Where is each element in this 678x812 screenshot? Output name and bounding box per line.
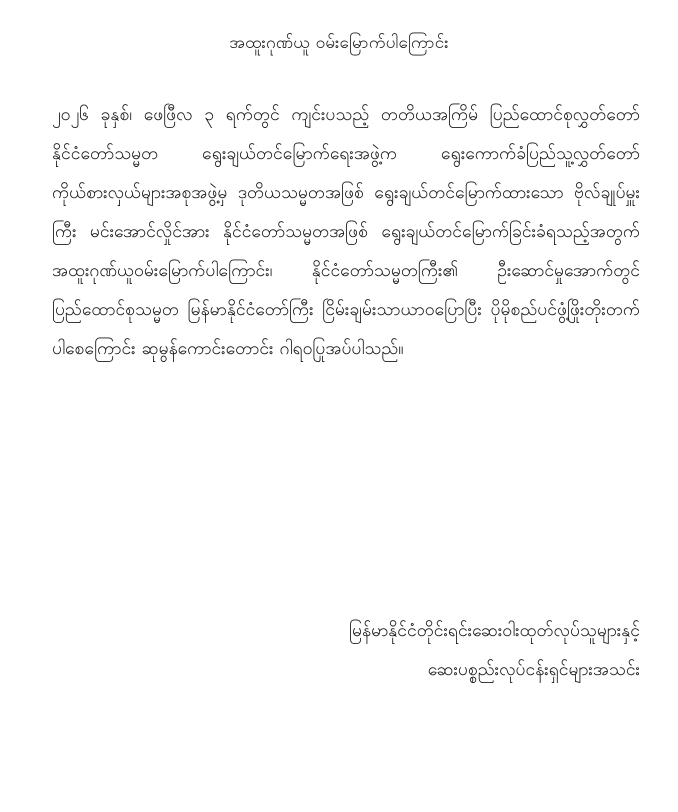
document-body xyxy=(52,96,640,369)
signature-line-1: မြန်မာနိုင်ငံတိုင်းရင်းဆေးဝါးထုတ်လုပ်သူများနှင့် xyxy=(349,621,640,641)
signature-line-2: ဆေးပစ္စည်းလုပ်ငန်းရှင်များအသင်း xyxy=(427,660,640,680)
body-paragraph: ၂၀၂၆ ခုနှစ်၊ ဖေဖြီလ ၃ ရက်တွင် ကျင်းပသည့် တတိယအကြိမ် ပြည်ထောင်စုလွှတ်တော် နိုင်ငံတော်သမ္မတ ရွေးချယ်တင်မြောက်ရေးအဖွဲ့က ရွေးကောက်ခံပြည်သူ့လွှတ်တော်ကိုယ်စားလှယ်များအစုအဖွဲ့မှ ဒုတိယသမ္မတအဖြစ် ရွေးချယ်တင်မြောက်ထားသော ဗိုလ်ချုပ်မှူးကြီး မင်းအောင်လှိုင်အား နိုင်ငံတော်သမ္မတအဖြစ် ရွေးချယ်တင်မြောက်ခြင်းခံရသည့်အတွက် အထူးဂုဏ်ယူဝမ်းမြောက်ပါကြောင်း၊ နိုင်ငံတော်သမ္မတကြီး၏ ဦးဆောင်မှုအောက်တွင် ပြည်ထောင်စုသမ္မတ မြန်မာနိုင်ငံတော်ကြီး ငြိမ်းချမ်းသာယာဝပြောပြီး ပိုမိုစည်ပင်ဖွံ့ဖြိုးတိုးတက်ပါစေကြောင်း ဆုမွန်ကောင်းတောင်း ဂါရဝပြုအပ်ပါသည်။ xyxy=(52,105,640,359)
page-title: အထူးဂုဏ်ယူ ဝမ်းမြောက်ပါကြောင်း xyxy=(229,33,449,53)
signature-block xyxy=(52,612,640,690)
